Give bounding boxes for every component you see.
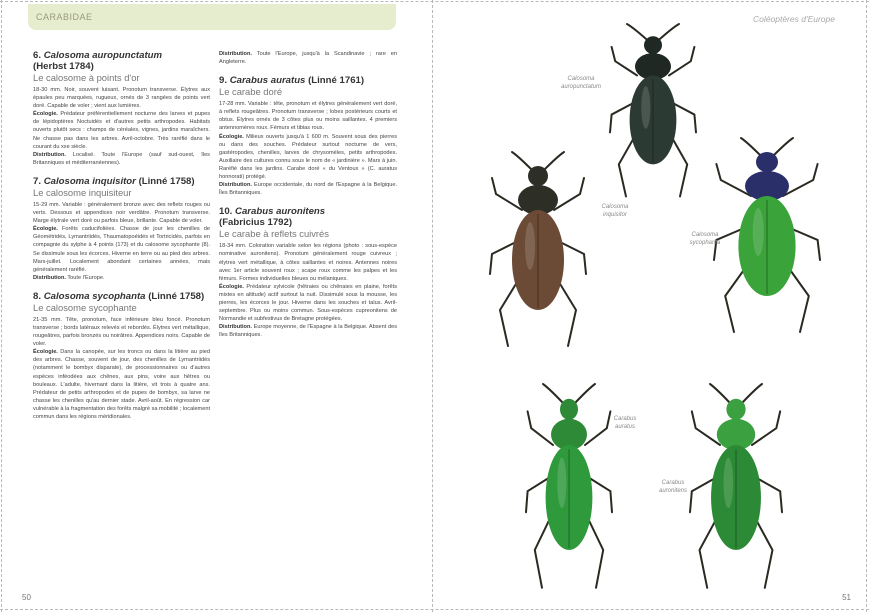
common-name: Le calosome sycophante	[33, 301, 137, 313]
page-border-left	[1, 0, 2, 612]
text-column-1	[33, 50, 210, 421]
description: 21-35 mm. Tête, pronotum, face inférieure bleu foncé. Pronotum transverse ; bords latéraux relevés et rebordés. Élytres vert métallique, rougeâtres, parfois bronzés ou noirâtres. Appendices noirs. Capable de voler.	[33, 316, 210, 348]
specimen-label: Carabus auronitens	[658, 480, 688, 494]
section-header	[28, 4, 396, 30]
common-name: Le calosome inquisiteur	[33, 186, 132, 198]
entry-title: 7. Calosoma inquisitor (Linné 1758)	[33, 175, 195, 187]
common-name: Le calosome à points d'or	[33, 72, 140, 83]
distribution: Distribution. Toute l'Europe, jusqu'à la Scandinavie ; rare en Angleterre.	[219, 51, 398, 66]
ecology: Écologie. Dans la canopée, sur les troncs ou dans la litière au pied des arbres. Chasse, souvent de jour, des chenilles de Lymantriidés (notamment le bombyx disparate), de processionnaires ou d'autres espèces inféodées aux chênes, aux pins, voire aux hêtres ou bouleaux. L'adulte, hivernant dans la litière, vit trois à quatre ans. Prédateur de petits arthropodes et de pupes de bombyx, sa larve ne chasse les chenilles qu'au dernier stade. Avril-août. En régression car vulnérable à la fragmentation des forêts malgré sa mobilité ; localement commun dans les régions méridionales.	[33, 349, 210, 420]
ecology: Écologie. Milieux ouverts jusqu'à 1 600 m. Souvent sous des pierres ou dans des souches. Prédateur surtout nocturne de vers, gastéropodes, chenilles, larves de chrysomèles, petits arthropodes. Auxiliaire des cultures connu sous le nom de « jardinière ». Mars à juin. Raréfié dans les jardins. Carabe doré « du Ventoux » (C. auratus honnorati) protégé.	[219, 133, 398, 181]
entry-author: (Linné 1758)	[138, 175, 195, 187]
entry-author: (Herbst 1784)	[33, 61, 94, 72]
specimen-carabus-auratus	[524, 382, 614, 592]
entry-title: 10. Carabus auronitens (Fabricius 1792)	[219, 206, 326, 229]
page-spine	[432, 0, 433, 612]
distribution: Distribution. Europe occidentale, du nord de l'Espagne à la Belgique. Îles Britanniques.	[219, 182, 397, 197]
beetle-illustration	[608, 22, 698, 200]
entry-author: (Linné 1758)	[148, 290, 205, 302]
text-column-2	[219, 50, 397, 339]
ecology: Écologie. Prédateur sylvicole (hêtraies ou chênaies en plaine, forêts mixtes en altitude) actif surtout la nuit. Dissimulé sous la mousse, les pierres, les écorces le jour. Hiverne dans les souches et talus. Avril-septembre. Plus ou moins commun. Sous-espèces cupreonitens de Normandie et subfestivus de Bretagne protégées.	[219, 283, 397, 323]
latin-name: Carabus auronitens	[235, 206, 326, 218]
beetle-illustration	[524, 382, 614, 592]
entry-title: 9. Carabus auratus (Linné 1761)	[219, 75, 365, 87]
entry-10	[219, 206, 397, 339]
specimen-label: Calosoma inquisitor	[601, 204, 629, 218]
description: 17-28 mm. Variable : tête, pronotum et élytres généralement vert doré, à reflets rougeâtres. Pronotum transverse ; lobes postérieurs courts et obtus. Élytres ornés de 3 côtes plus ou moins saillantes. 4 premiers antennomères roux. Fémurs et tibias roux.	[219, 101, 397, 132]
latin-name: Carabus auratus	[229, 75, 306, 87]
latin-name: Calosoma auropunctatum	[43, 50, 163, 61]
running-head: Coléoptères d'Europe	[753, 14, 835, 24]
page-number-right: 51	[842, 593, 851, 602]
specimen-label: Carabus auratus	[613, 416, 637, 430]
beetle-illustration	[688, 382, 784, 592]
specimen-calosoma-inquisitor	[488, 150, 588, 350]
page-number-left: 50	[22, 593, 31, 602]
distribution: Distribution. Europe moyenne, de l'Espagne à la Belgique. Absent des îles Britanniques.	[219, 324, 397, 339]
description: 18-34 mm. Coloration variable selon les régions (photo : sous-espèce nominative auronitens). Pronotum généralement rouge cuivreux ; élytres vert métallique, à côtes saillantes et noires. Antennes noires avec 1er article souvent roux ; scape roux comme les palpes et les fémurs. Formes individuelles bleues ou mélaniques.	[219, 243, 397, 282]
entry-author: (Fabricius 1792)	[219, 217, 293, 229]
distribution: Distribution. Toute l'Europe.	[33, 274, 105, 281]
latin-name: Calosoma sycophanta	[43, 290, 146, 302]
beetle-illustration	[488, 150, 588, 350]
section-title: CARABIDAE	[36, 12, 93, 22]
specimen-label: Calosoma sycophanta	[689, 232, 721, 246]
entry-7	[33, 176, 210, 282]
entry-9	[219, 75, 397, 197]
distribution: Distribution. Localisé. Toute l'Europe (sauf sud-ouest, îles Britanniques et méditerranéennes).	[33, 151, 210, 166]
page-border-right	[866, 0, 867, 612]
latin-name: Calosoma inquisitor	[43, 175, 136, 187]
entry-title: 8. Calosoma sycophanta (Linné 1758)	[33, 290, 205, 302]
common-name: Le carabe à reflets cuivrés	[219, 228, 329, 240]
ecology: Écologie. Prédateur préférentiellement nocturne des larves et pupes de lépidoptères Noctuidés et d'autres petits arthropodes. Habitats ouverts plutôt secs : champs de céréales, vignes, jardins maraîchers. Ne chasse pas dans les arbres. Avril-octobre. Très raréfié dans le courant du xxe siècle.	[33, 111, 210, 150]
page-border-bottom	[0, 609, 869, 610]
entry-author: (Linné 1761)	[308, 75, 365, 87]
specimen-label: Calosoma auropunctatum	[560, 76, 602, 90]
ecology: Écologie. Forêts caducifoliées. Chasse de jour les chenilles de Géométridés, Lymantriidés, Thaumatopoéidés et Tortricidés, parfois en compagnie du sylphe à 4 points (173) et du calosome sycophante (8). Se dissimule sous les écorces. Hiverne en terre ou au pied des arbres. Mars-juillet. Localement abondant certaines années, mais généralement raréfié.	[33, 226, 210, 273]
specimen-calosoma-auropunctatum	[608, 22, 698, 200]
common-name: Le carabe doré	[219, 86, 283, 98]
entry-title: 6. Calosoma auropunctatum (Herbst 1784)	[33, 50, 163, 72]
description: 18-30 mm. Noir, souvent luisant. Pronotum transverse. Élytres aux épaules peu marquées, rugueux, ornés de 3 rangées de points vert doré. Capable de voler ; vient aux lumières.	[33, 87, 210, 110]
page-border-top	[0, 1, 869, 2]
specimen-carabus-auronitens	[688, 382, 784, 592]
entry-8	[33, 291, 210, 421]
entry-6	[33, 50, 210, 167]
description: 15-29 mm. Variable : généralement bronze avec des reflets rouges ou verts. Dessous et appendices noir verdâtre. Pronotum transverse. Marge élytrale vert doré ou parfois bleue, brillante. Capable de voler.	[33, 201, 210, 225]
